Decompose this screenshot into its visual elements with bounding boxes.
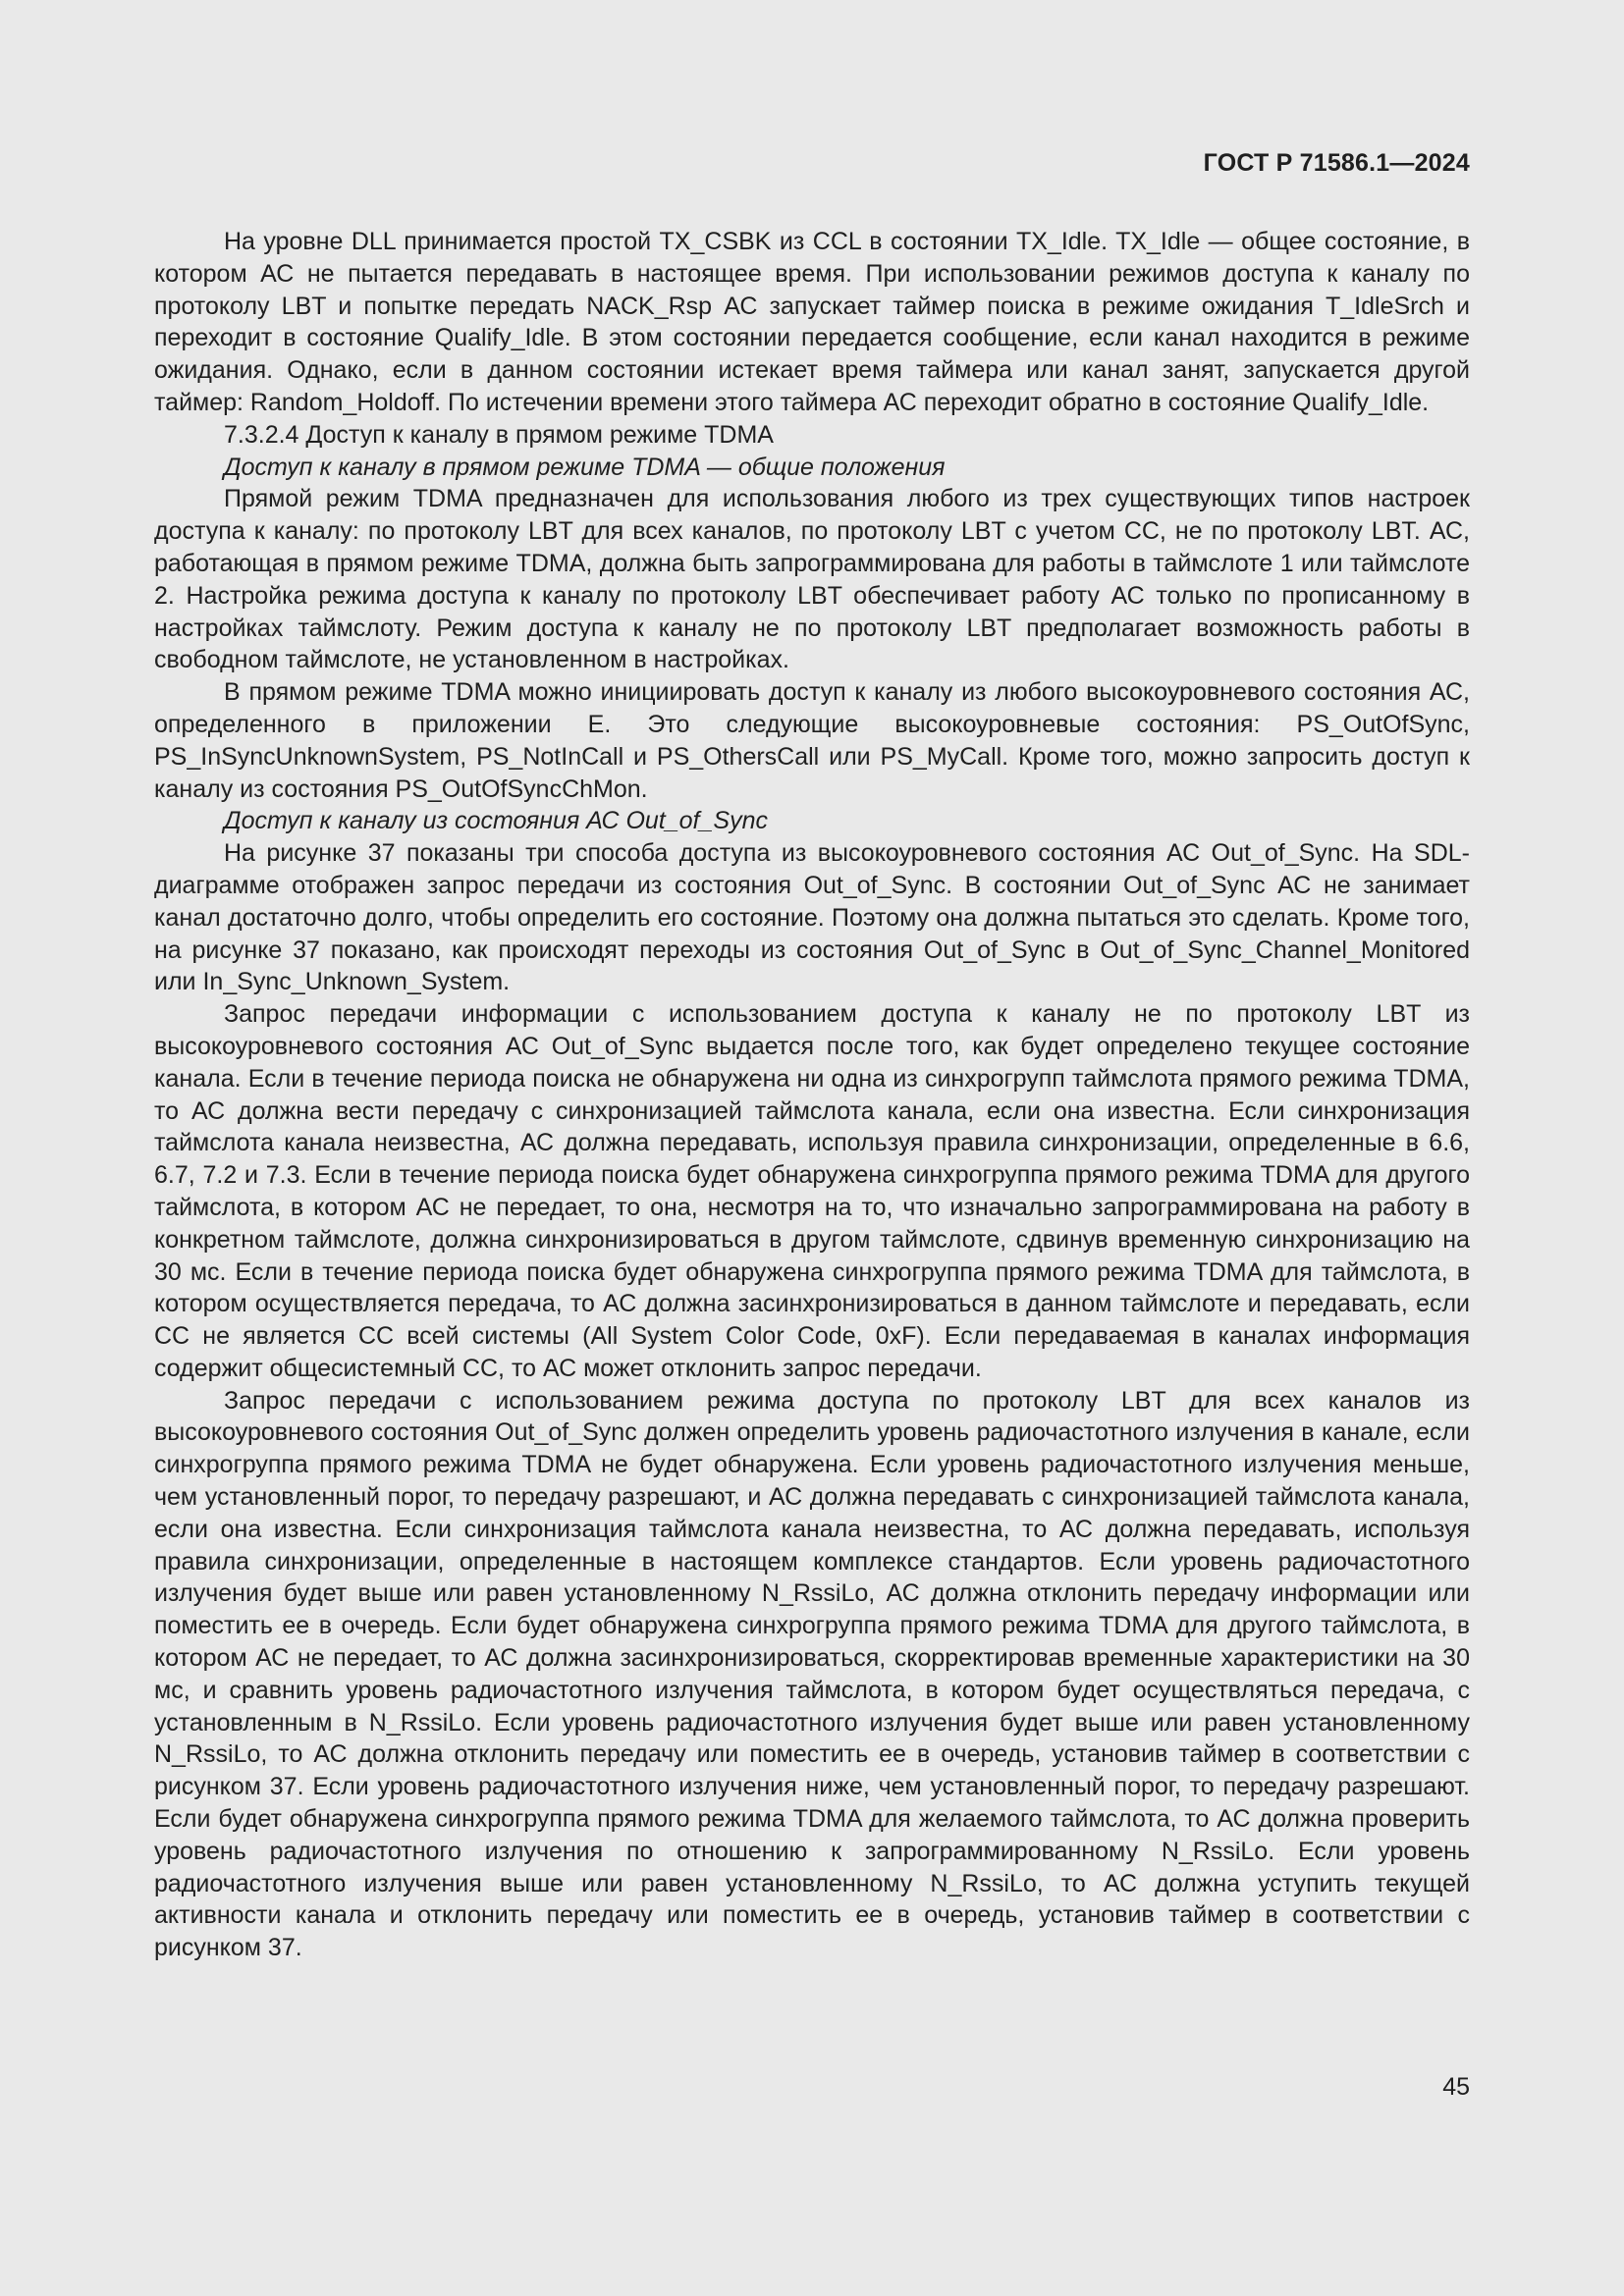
paragraph-figure-37-description: На рисунке 37 показаны три способа доступа из высокоуровневого состояния АС Out_of_Sync. На SDL-диаграмме отображен запрос передачи из состояния Out_of_Sync. В состоянии Out_of_Sync АС не занимает канал достаточно долго, чтобы определить его состояние. Поэтому она должна пытаться это сделать. Кроме того, на рисунке 37 показано, как происходят переходы из состояния Out_of_Sync в Out_of_Sync_Channel_Monitored или In_Sync_Unknown_System. <box>154 839 1470 996</box>
subheading-general-provisions: Доступ к каналу в прямом режиме TDMA — общие положения <box>224 453 946 481</box>
paragraph-direct-mode-tdma: Прямой режим TDMA предназначен для использования любого из трех существующих типов настроек доступа к каналу: по протоколу LBT для всех каналов, по протоколу LBT с учетом СС, не по протоколу LBT. АС, работающая в прямом режиме TDMA, должна быть запрограммирована для работы в таймслоте 1 или таймслоте 2. Настройка режима доступа к каналу по протоколу LBT обеспечивает работу АС только по прописанному в настройках таймслоту. Режим доступа к каналу не по протоколу LBT предполагает возможность работы в свободном таймслоте, не установленном в настройках. <box>154 485 1470 674</box>
subheading-out-of-sync-access: Доступ к каналу из состояния АС Out_of_Sync <box>224 807 768 835</box>
document-body <box>154 226 1470 1964</box>
paragraph-high-level-states: В прямом режиме TDMA можно инициировать доступ к каналу из любого высокоуровневого состояния АС, определенного в приложении Е. Это следующие высокоуровневые состояния: PS_OutOfSync, PS_InSyncUnknownSystem, PS_NotInCall и PS_OthersCall или PS_MyCall. Кроме того, можно запросить доступ к каналу из состояния PS_OutOfSyncChMon. <box>154 678 1470 803</box>
page-number: 45 <box>1442 2073 1470 2101</box>
document-header: ГОСТ Р 71586.1—2024 <box>1203 149 1470 177</box>
paragraph-non-lbt-request: Запрос передачи информации с использованием доступа к каналу не по протоколу LBT из высокоуровневого состояния АС Out_of_Sync выдается после того, как будет определено текущее состояние канала. Если в течение периода поиска не обнаружена ни одна из синхрогрупп таймслота прямого режима TDMA, то АС должна вести передачу с синхронизацией таймслота канала, если она известна. Если синхронизация таймслота канала неизвестна, АС должна передавать, используя правила синхронизации, определенные в 6.6, 6.7, 7.2 и 7.3. Если в течение периода поиска будет обнаружена синхрогруппа прямого режима TDMA для другого таймслота, в котором АС не передает, то она, несмотря на то, что изначально запрограммирована на работу в конкретном таймслоте, должна синхронизироваться в другом таймслоте, сдвинув временную синхронизацию на 30 мс. Если в течение периода поиска будет обнаружена синхрогруппа прямого режима TDMA для таймслота, в котором осуществляется передача, то АС должна засинхронизироваться в данном таймслоте и передавать, если СС не является СС всей системы (All System Color Code, 0xF). Если передаваемая в каналах информация содержит общесистемный СС, то АС может отклонить запрос передачи. <box>154 1000 1470 1382</box>
section-heading-7-3-2-4: 7.3.2.4 Доступ к каналу в прямом режиме TDMA <box>224 420 774 449</box>
paragraph-dll-tx-csbk: На уровне DLL принимается простой TX_CSBK из CCL в состоянии TX_Idle. TX_Idle — общее состояние, в котором АС не пытается передавать в настоящее время. При использовании режимов доступа к каналу по протоколу LBT и попытке передать NACK_Rsp АС запускает таймер поиска в режиме ожидания T_IdleSrch и переходит в состояние Qualify_Idle. В этом состоянии передается сообщение, если канал находится в режиме ожидания. Однако, если в данном состоянии истекает время таймера или канал занят, запускается другой таймер: Random_Holdoff. По истечении времени этого таймера АС переходит обратно в состояние Qualify_Idle. <box>154 228 1470 416</box>
paragraph-lbt-all-channels-request: Запрос передачи с использованием режима доступа по протоколу LBT для всех каналов из высокоуровневого состояния Out_of_Sync должен определить уровень радиочастотного излучения в канале, если синхрогруппа прямого режима TDMA не будет обнаружена. Если уровень радиочастотного излучения меньше, чем установленный порог, то передачу разрешают, и АС должна передавать с синхронизацией таймслота канала, если она известна. Если синхронизация таймслота канала неизвестна, то АС должна передавать, используя правила синхронизации, определенные в настоящем комплексе стандартов. Если уровень радиочастотного излучения будет выше или равен установленному N_RssiLo, АС должна отклонить передачу информации или поместить ее в очередь. Если будет обнаружена синхрогруппа прямого режима TDMA для другого таймслота, в котором АС не передает, то АС должна засинхронизироваться, скорректировав временные характеристики на 30 мс, и сравнить уровень радиочастотного излучения таймслота, в котором будет осуществляться передача, с установленным в N_RssiLo. Если уровень радиочастотного излучения будет выше или равен установленному N_RssiLo, то АС должна отклонить передачу или поместить ее в очередь, установив таймер в соответствии с рисунком 37. Если уровень радиочастотного излучения ниже, чем установленный порог, то передачу разрешают. Если будет обнаружена синхрогруппа прямого режима TDMA для желаемого таймслота, то АС должна проверить уровень радиочастотного излучения по отношению к запрограммированному N_RssiLo. Если уровень радиочастотного излучения выше или равен установленному N_RssiLo, то АС должна уступить текущей активности канала и отклонить передачу или поместить ее в очередь, установив таймер в соответствии с рисунком 37. <box>154 1386 1470 1962</box>
